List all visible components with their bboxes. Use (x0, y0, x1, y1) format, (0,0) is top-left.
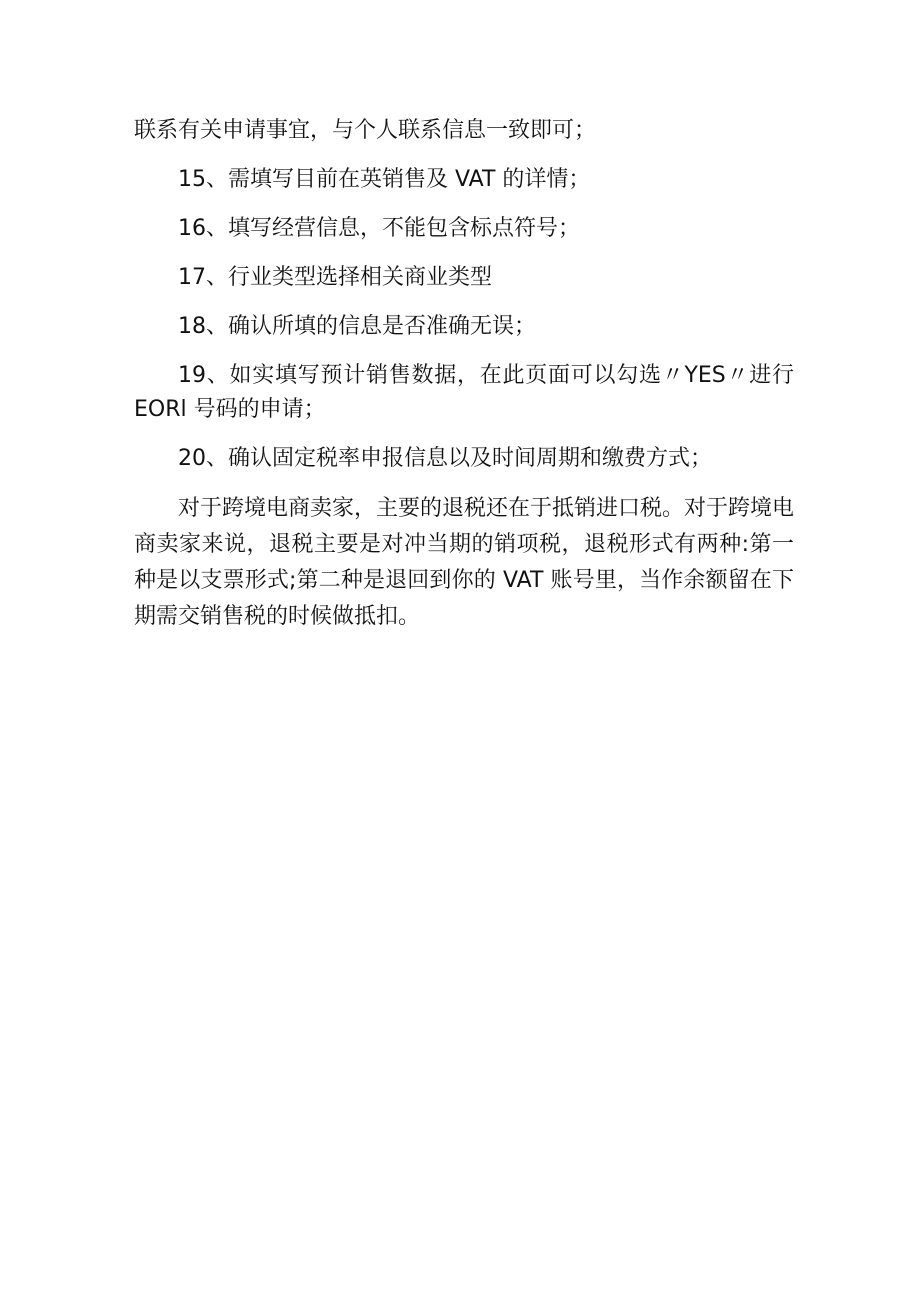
paragraph-item-19: 19、如实填写预计销售数据，在此页面可以勾选〃YES〃进行 EORl 号码的申请； (134, 363, 794, 422)
document-body (134, 114, 794, 650)
paragraph-item-20: 20、确认固定税率申报信息以及时间周期和缴费方式； (178, 446, 712, 471)
paragraph-continuation: 联系有关申请事宜，与个人联系信息一致即可； (134, 118, 597, 143)
paragraph-item-15: 15、需填写目前在英销售及 VAT 的详情； (178, 167, 591, 192)
paragraph-tax-refund: 对于跨境电商卖家，主要的退税还在于抵销进口税。对于跨境电商卖家来说，退税主要是对冲当期的销项税，退税形式有两种:第一种是以支票形式;第二种是退回到你的 VAT 账号里，当作余额留在下期需交销售税的时候做抵扣。 (134, 496, 795, 629)
paragraph-item-18: 18、确认所填的信息是否准确无误； (178, 314, 536, 339)
paragraph-item-16: 16、填写经营信息，不能包含标点符号； (178, 216, 580, 241)
paragraph-item-17: 17、行业类型选择相关商业类型 (178, 265, 492, 290)
